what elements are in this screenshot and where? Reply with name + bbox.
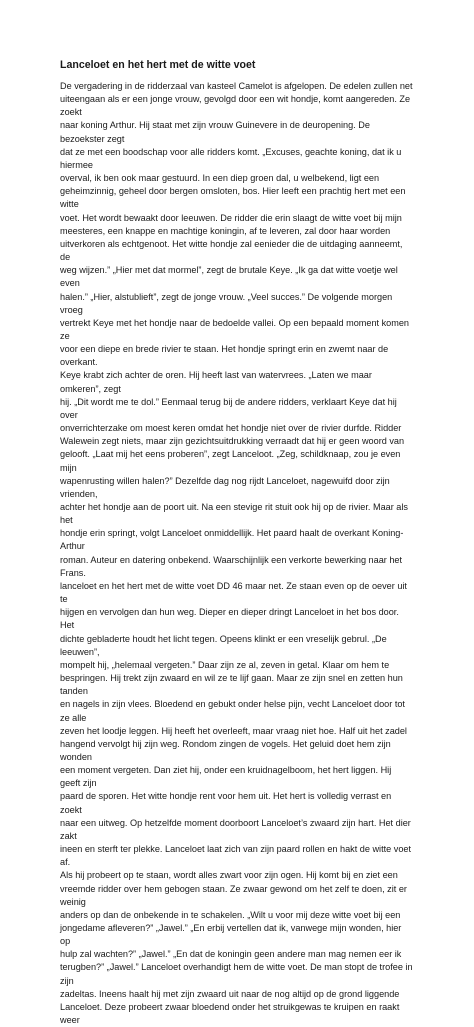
body-line: en nagels in zijn vlees. Bloedend en gebukt onder helse pijn, vecht Lanceloet door tot ze alle xyxy=(60,699,405,723)
body-line: hulp zal wachten?” „Jawel.” „En dat de koningin geen andere man mag nemen eer ik xyxy=(60,949,402,960)
body-line: terugben?” „Jawel.” Lanceloet overhandigt hem de witte voet. De man stopt de trofee in zijn xyxy=(60,962,413,986)
document-body xyxy=(60,80,414,1027)
body-line: vertrekt Keye met het hondje naar de bedoelde vallei. Op een bepaald moment komen ze xyxy=(60,317,409,341)
body-line: De vergadering in de ridderzaal van kasteel Camelot is afgelopen. De edelen zullen net xyxy=(60,81,413,91)
body-line: een moment vergeten. Dan ziet hij, onder een kruidnagelboom, het hert liggen. Hij geeft zijn xyxy=(60,765,392,789)
body-line: naar een uitweg. Op hetzelfde moment doorboort Lanceloet’s zwaard zijn hart. Het dier zakt xyxy=(60,817,411,841)
body-line: Lanceloet. Deze probeert zwaar bloedend onder het struikgewas te kruipen en raakt weer xyxy=(60,1001,400,1026)
body-line: gelooft. „Laat mij het eens proberen”, zegt Lanceloot. „Zeg, schildknaap, zou je even mijn xyxy=(60,449,401,473)
body-line: dat ze met een boodschap voor alle ridders komt. „Excuses, geachte koning, dat ik u hiermee xyxy=(60,146,402,170)
body-line: Walewein zegt niets, maar zijn gezichtsuitdrukking verraadt dat hij er geen woord van xyxy=(60,436,405,447)
body-line: weg wijzen.” „Hier met dat mormel”, zegt de brutale Keye. „Ik ga dat witte voetje wel even xyxy=(60,265,398,289)
body-line: Keye krabt zich achter de oren. Hij heeft last van watervrees. „Laten we maar omkeren”, zegt xyxy=(60,370,372,394)
body-line: voor een diepe en brede rivier te staan. Het hondje springt erin en zwemt naar de overkant. xyxy=(60,344,389,368)
body-line: vreemde ridder over hem gebogen staan. Ze zwaar gewond om het zelf te doen, zit er weinig xyxy=(60,883,407,907)
body-line: naar koning Arthur. Hij staat met zijn vrouw Guinevere in de deuropening. De bezoekster zegt xyxy=(60,120,370,144)
body-line: ineen en sterft ter plekke. Lanceloet laat zich van zijn paard rollen en hakt de witte voet af. xyxy=(60,844,412,868)
body-line: zadeltas. Ineens haalt hij met zijn zwaard uit naar de nog altijd op de grond liggende xyxy=(60,988,400,999)
body-line: bespringen. Hij trekt zijn zwaard en wil ze te lijf gaan. Maar ze zijn snel en zetten hun tanden xyxy=(60,673,403,697)
document-title: Lanceloet en het hert met de witte voet xyxy=(60,59,256,71)
body-line: hij. „Dit wordt me te dol.” Eenmaal terug bij de andere ridders, verklaart Keye dat hij over xyxy=(60,396,397,420)
body-line: Als hij probeert op te staan, wordt alles zwart voor zijn ogen. Hij komt bij en ziet een xyxy=(60,870,398,881)
body-line: hijgen en vervolgen dan hun weg. Dieper en dieper dringt Lanceloet in het bos door. Het xyxy=(60,607,399,631)
body-line: anders op dan de onbekende in te schakelen. „Wilt u voor mij deze witte voet bij een xyxy=(60,909,401,920)
body-line: wapenrusting willen halen?” Dezelfde dag nog rijdt Lanceloet, nagewuifd door zijn vrienden, xyxy=(60,475,390,499)
body-line: achter het hondje aan de poort uit. Na een stevige rit stuit ook hij op de rivier. Maar als het xyxy=(60,502,408,526)
body-line: dichte gebladerte houdt het licht tegen. Opeens klinkt er een vreselijk gebrul. „De leeuwen”, xyxy=(60,633,387,657)
body-line: onverrichterzake om moest keren omdat het hondje niet over de rivier durfde. Ridder xyxy=(60,423,402,434)
body-line: uiteengaan als er een jonge vrouw, gevolgd door een wit hondje, komt aangereden. Ze zoekt xyxy=(60,94,411,118)
body-line: uitverkoren als echtgenoot. Het witte hondje zal eenieder die de uitdaging aanneemt, de xyxy=(60,238,403,263)
body-line: hangend vervolgt hij zijn weg. Rondom zingen de vogels. Het geluid doet hem zijn wonden xyxy=(60,738,391,762)
body-line: lanceloet en het hert met de witte voet DD 46 maar net. Ze staan even op de oever uit te xyxy=(60,580,407,605)
body-line: geheimzinnig, geheel door bergen omsloten, bos. Hier leeft een prachtig hert met een witte xyxy=(60,186,406,210)
body-line: overval, ik ben ook maar gestuurd. In een diep groen dal, u welbekend, ligt een xyxy=(60,173,380,184)
body-line: roman. Auteur en datering onbekend. Waarschijnlijk een verkorte bewerking naar het Frans. xyxy=(60,554,403,578)
body-line: mompelt hij, „helemaal vergeten.” Daar zijn ze al, zeven in getal. Klaar om hem te xyxy=(60,659,390,670)
body-line: halen.” „Hier, alstublieft”, zegt de jonge vrouw. „Veel succes.” De volgende morgen vroeg xyxy=(60,291,393,315)
body-line: jongedame afleveren?” „Jawel.” „En erbij vertellen dat ik, vanwege mijn wonden, hier op xyxy=(60,923,402,947)
body-line: zeven het loodje leggen. Hij heeft het overleeft, maar vraag niet hoe. Half uit het zadel xyxy=(60,725,407,736)
body-line: paard de sporen. Het witte hondje rent voor hem uit. Het hert is volledig verrast en zoekt xyxy=(60,791,392,815)
body-line: voet. Het wordt bewaakt door leeuwen. De ridder die erin slaagt de witte voet bij mijn xyxy=(60,212,402,223)
body-line: meesteres, een knappe en machtige koningin, af te leveren, zal door haar worden xyxy=(60,225,391,236)
body-line: hondje erin springt, volgt Lanceloet onmiddellijk. Het paard haalt de overkant Koning-Arthur xyxy=(60,528,404,552)
